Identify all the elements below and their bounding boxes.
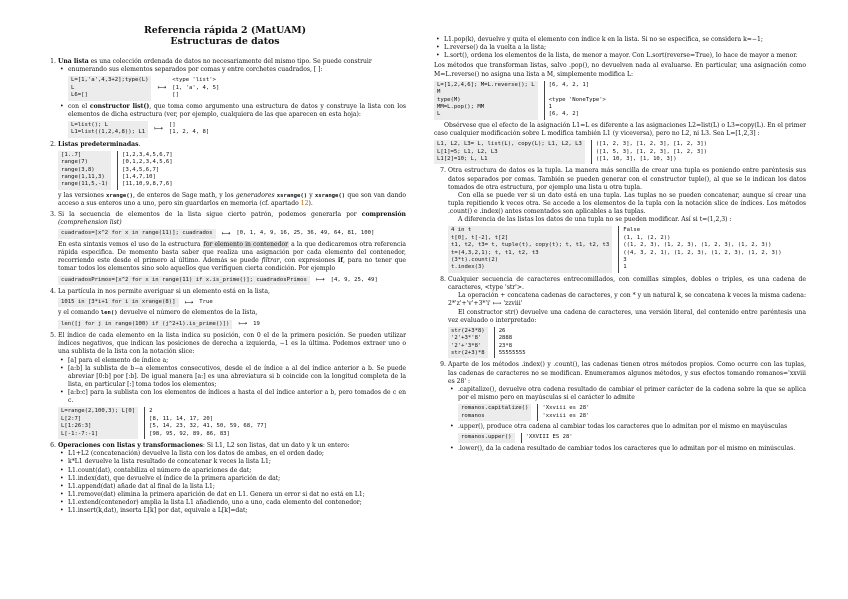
page-title: Referencia rápida 2 (MatUAM) [143,25,307,36]
section-4-text: La partícula in nos permite averiguar si un elemento está en la lista, [58,287,270,295]
code-example [58,320,406,329]
section-5 [44,332,406,439]
code-input: L=[1,'a',4,3+2];type(L) L L6=[] [68,76,151,100]
section-number: 3. [50,211,56,219]
bullet-item [58,389,406,405]
section-7-text-3: A diferencia de las listas los datos de una tupla no se pueden modificar. Así si t=(1,2,3) : [458,216,732,224]
bullet-item [58,458,406,466]
bullet-item [448,423,806,431]
code-output: 'XXVIII ES 28' [521,433,577,442]
section-reference-link[interactable]: 12 [300,200,309,207]
code-output: False (1, 1, (2, 2)) ((1, 2, 3), (1, 2, 3), (1, 2, 3), (1, 2, 3)) ((4, 3, 2, 1), (1, 2, 3), (1, 2, 3), (1, 2, 3)) 3 1 [618,226,785,272]
bullet-text: con el [68,102,90,110]
bullet-icon: • [60,491,64,498]
section-3: 3. Si la secuencia de elementos de la lista sigue cierto patrón, podemos generarla por comprensión (comprehension list) cuadrados=[x^2 for x in range(11)]; cuadrados ⟼ [0, 1, 4, 9, 16, 25, 36, 49, 64, 81, 100] En esta sintaxis vemos el uso de la estructura for elemento in contenedor a la que dedicaremos otra referencia rápida especifica. De momento basta saber que realiza una asignación por cada elemento del contenedor, recorriendo este desde el primero al último. Además se puede filtrar, con expresiones if, para no tener que tomar todos los elementos sino solo aquellos que verifiquen cierta condición. Por ejemplo cuadradosPrimos=[x^2 for x in range(11) if x.is_prime()]; cuadradosPrimos ⟼ [4, 9, 25, 49] [44,211,406,285]
section-8-text: Cualquier secuencia de caracteres entrecomillados, con comillas simples, dobles o triples, es una cadena de caracteres, <type 'str'>. [448,275,806,292]
bullet-item [448,445,806,453]
section-2-heading-tail: . [138,140,141,148]
bullet-text: enumerando sus elementos separados por comas y entre corchetes cuadrados, [ ]: [68,66,323,74]
bullet-item [58,491,406,499]
code-output: [0, 1, 4, 9, 16, 25, 36, 49, 64, 81, 100] [236,230,375,237]
bullet-icon: • [60,364,64,372]
code-output: <type 'list'> [1, 'a', 4, 5] [] [172,77,220,99]
maps-to-icon: ⟼ [157,84,167,92]
bullet-icon: • [60,458,64,466]
right-column [434,0,806,453]
section-1 [44,58,406,138]
maps-to-icon: ⟼ [238,320,248,328]
code-input: [1..7] range(7) range(3,8) range(1,11,3) range(11,5,-1) [58,151,111,190]
bullet-text: L1.index(dat), que devuelve el índice de la primera aparición de dat; [68,474,281,482]
maps-to-icon: ⟼ [315,276,325,284]
left-column [44,0,406,515]
bullet-text: L.reverse() da la vuelta a la lista; [444,44,547,52]
section-1-bold: Una lista [58,58,89,65]
code-output: [] [1, 2, 4, 8] [168,121,210,136]
code-example [58,298,406,307]
bullet-item [58,475,406,483]
code-output: 'Xxviii es 28' 'xxviii es 28' [537,404,593,421]
bullet-icon: • [436,44,440,52]
code-example [68,76,406,100]
code-output: 2 [8, 11, 14, 17, 20] [5, 14, 23, 32, 41, 50, 59, 68, 77] [98, 95, 92, 89, 86, 83] [144,407,271,439]
section-6 [44,442,406,515]
section-2-text: y las versiones xrange(), de enteros de Sage math, y los generadores xsrange() y xsrange() que son van dando acceso a sus enteros uno a uno, pero sin guardarlos en memoria (cf. apartado 12). [58,191,406,207]
bullet-text: [a] para el elemento de índice a; [68,356,169,364]
code-output: [1,2,3,4,5,6,7] [0,1,2,3,4,5,6] [3,4,5,6,7] [1,4,7,10] [11,10,9,8,7,6] [117,151,177,190]
bullet-text: .upper(), produce otra cadena al cambiar todas los caracteres que lo admitan por el mismo en mayúsculas [458,423,788,431]
section-5-text: El índice de cada elemento en la lista indica su posición, con 0 el de la primera posición. Se pueden utilizar índices negativos, que indican las posiciones de derecha a izquierda, −1 es la última. Podemos extraer uno o una sublista de la lista con la notación slice: [58,332,406,356]
bullet-text: , que toma como argumento una estructura de datos y construye la lista con los elementos de dicha estructura (ver, por ejemplo, cualquiera de las que aparecen en esta hoja): [68,102,406,118]
code-output: [4, 9, 25, 49] [330,276,378,283]
section-4-text-2: y el comando len() devuelve el número de elementos de la lista, [58,309,258,317]
bullet-text: .lower(), da la cadena resultado de cambiar todos los caracteres que lo admitan por el mismo en minúsculas. [458,444,796,452]
maps-to-icon: ⟼ [154,125,163,133]
code-output: ([1, 2, 3], [1, 2, 3], [1, 2, 3]) ([1, 5, 3], [1, 2, 3], [1, 2, 3]) ([1, 10, 3], [1, 10, 3]) [591,140,711,164]
code-input: cuadrados=[x^2 for x in range(11)]; cuadrados [58,229,216,238]
bullet-icon: • [436,52,440,60]
bullet-icon: • [60,482,64,490]
code-table [58,407,406,439]
section-8-text-3: El constructor str() devuelve una cadena de caracteres, una versión literal, del contenido entre paréntesis una vez evaluado o interpretado: [448,308,806,324]
code-input: L=list(); L L1=list((1,2,4,8)); L1 [68,121,148,138]
code-input: L=range(2,100,3); L[0] L[2:7] L[1:26:3] L[-1:-7:-1] [58,407,138,439]
bullet-text: L1.append(dat) añade dat al final de la lista L1; [68,482,215,490]
section-2 [44,141,406,209]
section-number: 4. [50,287,56,295]
maps-to-icon: ⟼ [221,230,231,238]
bullet-icon: • [60,66,64,74]
section-number: 7. [440,167,446,175]
section-7 [434,167,806,273]
bullet-text: L1.extend(contenedor) amplia la lista L1 añadiendo, uno a uno, cada elemento del contenedor; [68,499,362,507]
code-input: romanos.upper() [458,433,515,442]
bullet-text: L1.count(dat), contabiliza el número de apariciones de dat; [68,466,252,474]
bullet-text: k*L1 devuelve la lista resultado de concatenar k veces la lista L1; [68,458,271,466]
code-input: 4 in t t[0], t[-2], t[2] t1, t2, t3= t, tuple(t), copy(t); t, t1, t2, t3 t=(4,3,2,1); t, t1, t2, t3 (3*t).count(2) t.index(3) [448,226,612,272]
bullet-item [58,365,406,389]
code-example [68,121,406,138]
section-9 [434,361,806,452]
code-input: str(2+3*8) '2'+3*'8' '2'+'3*8' str(2+3)*8 [448,327,488,359]
section-9-text: Aparte de los métodos .index() y .count(), las cadenas tienen otros métodos propios. Como ocurre con las tuplas, las cadenas de caracteres no se modifican. Enumeramos algunos métodos, y sus efectos tomando romanos='xxviii es 28' : [448,361,806,385]
code-input: cuadradosPrimos=[x^2 for x in range(11) if x.is_prime()]; cuadradosPrimos [58,276,310,285]
code-table [458,404,806,421]
bullet-icon: • [436,36,440,43]
bullet-icon: • [450,423,454,431]
section-number: 6. [50,442,56,450]
bullet-text: L1.remove(dat) elimina la primera aparición de dat en L1. Genera un error si dat no está en L1; [68,491,365,498]
copy-note: Obsérvese que el efecto de la asignación L1=L es diferente a las asignaciones L2=list(L) o L3=copy(L). En el primer caso cualquier modificación sobre L modifica también L1 (y viceversa), pero no L2, ni L3. Sea L=[1,2,3] : [434,121,806,137]
bullet-item [58,467,406,475]
bullet-text: L1.insert(k,dat), inserta L[k] por dat, equivale a L[k]=dat; [68,507,248,515]
bullet-item [434,36,806,44]
bullet-text: .capitalize(), devuelve otra cadena resultado de cambiar el primer carácter de la cadena sobre la que se aplica por el mismo pero en mayúsculas si el carácter lo admite [458,385,806,402]
bullet-item [448,386,806,402]
section-4 [44,288,406,329]
section-number: 8. [440,275,446,283]
bullet-item [58,450,406,458]
transform-note: Los métodos que transforman listas, salvo .pop(), no devuelven nada al evaluarse. En particular, una asignación como M=L.reverse() no asigna una lista a M, simplemente modifica L: [434,62,806,78]
bullet-item [58,66,406,74]
bullet-item [58,507,406,515]
section-7-text: Otra estructura de datos es la tupla. La manera más sencilla de crear una tupla es poniendo entre paréntesis sus datos separados por comas. También se pueden generar con el constructor tuple(), al que se le indican los datos tomados de otra estructura, por ejemplo una lista u otra tupla. [448,167,806,191]
bullet-item [434,44,806,52]
bullet-text: L1+L2 (concatenación) devuelve la lista con los datos de ambas, en el orden dado; [68,450,324,458]
code-table [434,81,806,120]
bullet-icon: • [60,466,64,474]
section-1-text: es una colección ordenada de datos no necesariamente del mismo tipo. Se puede construir [88,58,372,65]
section-number: 1. [50,58,56,65]
bullet-icon: • [60,450,64,458]
section-7-text-2: Con ella se puede ver si un dato está en una tupla. Las tuplas no se pueden concatenar, aunque sí crear una tupla repitiendo k veces otra. Se accede a los elementos de la tupla con la notación slice de índices. Los métodos .count() e .index() antes comentados son aplicables a las tuplas. [448,191,806,216]
section-6-heading: Operaciones con listas y transformaciones [58,442,203,450]
code-table [448,327,806,359]
code-table [58,151,406,190]
bullet-icon: • [450,385,454,393]
code-output: True [199,299,213,306]
bullet-icon: • [60,102,64,110]
code-table [458,433,806,442]
bullet-icon: • [60,356,64,364]
section-3-text: En esta sintaxis vemos el uso de la estructura for elemento in contenedor a la que dedicaremos otra referencia rápida especifica. De momento basta saber que realiza una asignación por cada elemento del contenedor, recorriendo este desde el primero al último. Además se puede filtrar, con expresiones if, para no tener que tomar todos los elementos sino solo aquellos que verifiquen cierta condición. Por ejemplo [58,240,407,273]
bullet-item [58,103,406,119]
section-number: 2. [50,140,56,148]
bullet-item [434,52,806,60]
section-6-heading-tail: : Si L1, L2 son listas, dat un dato y k un entero: [202,442,350,450]
bullet-item [58,499,406,507]
section-number: 9. [440,361,446,369]
code-table [448,226,806,272]
page-subtitle: Estructuras de datos [170,36,280,47]
bullet-bold: constructor list() [89,102,150,110]
section-2-heading: Listas predeterminadas [58,140,139,148]
code-input: L1, L2, L3= L, list(L), copy(L); L1, L2, L3 L[1]=5; L1, L2, L3 L1[2]=10; L, L1 [434,140,585,164]
bullet-item [58,483,406,491]
bullet-item [58,357,406,365]
code-input: L=[1,2,4,6]; M=L.reverse(); L M type(M) MM=L.pop(); MM L [434,81,538,120]
code-example [58,229,406,238]
bullet-icon: • [60,507,64,515]
bullet-icon: • [450,444,454,452]
code-example [58,276,406,285]
section-8 [434,276,806,359]
bullet-icon: • [60,474,64,482]
section-number: 5. [50,332,56,340]
code-output: 26 2888 23*8 55555555 [494,327,530,359]
section-8-text-2: La operación + concatena cadenas de caracteres, y con * y un natural k, se concatena k veces la misma cadena: 2*'z'+'v'+3*'i' ⟼ 'zzviii' [448,292,806,308]
code-input: len([j for j in range(100) if (j^2+1).is_prime()]) [58,320,232,329]
code-input: 1015 in [3*i+1 for i in xrange(8)] [58,298,179,307]
bullet-icon: • [60,499,64,507]
bullet-text: L1.pop(k), devuelve y quita el elemento con índice k en la lista. Si no se especifica, se considera k=−1; [444,36,763,43]
maps-to-icon: ⟼ [184,298,194,306]
code-output: [6, 4, 2, 1] <type 'NoneType'> 1 [6, 4, 2] [544,81,610,120]
bullet-text: [a:b] la sublista de b−a elementos consecutivos, desde el de índice a al del índice anterior a b. Se puede abreviar [0:b] por [:b]. De igual manera [a:] es una abreviatura si b coincide con la longitud completa de la lista, en particular [:] toma todos los elementos; [68,364,406,388]
code-input: romanos.capitalize() romanos [458,404,531,421]
bullet-icon: • [60,389,64,397]
code-output: 19 [253,320,260,327]
code-table [434,140,806,164]
bullet-text: [a:b:c] para la sublista con los elementos de índices a hasta el del índice anterior a b, pero tomados de c en c. [68,389,406,405]
bullet-text: L.sort(), ordena los elementos de la lista, de menor a mayor. Con L.sort(reverse=True), lo hace de mayor a menor. [444,52,798,60]
